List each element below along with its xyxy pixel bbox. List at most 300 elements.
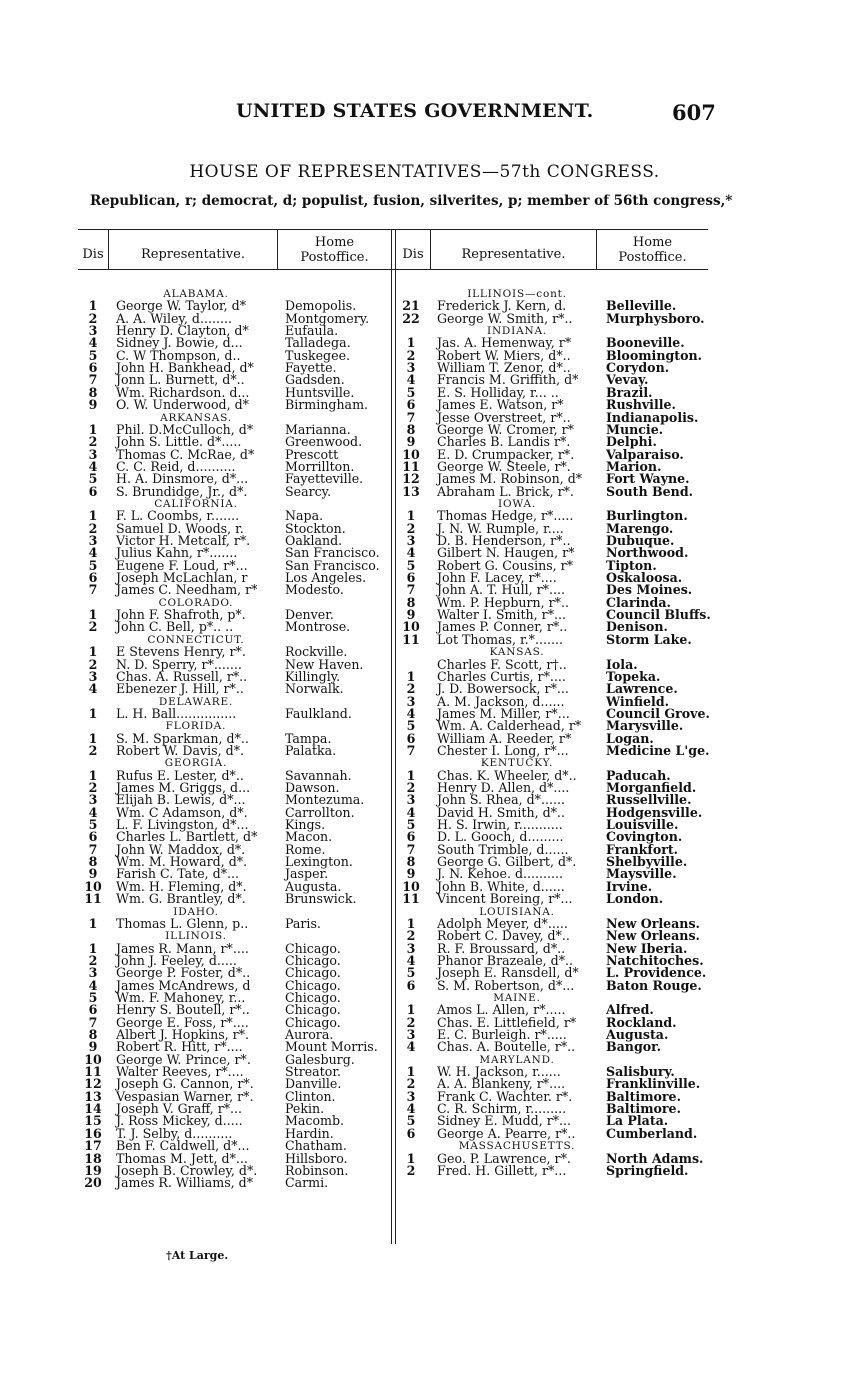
- district-number: 8: [406, 421, 416, 437]
- representative-name: Chas. A. Boutelle, r*..: [437, 1039, 576, 1055]
- home-postoffice: Tampa.: [285, 730, 332, 746]
- state-name: IOWA.: [498, 497, 536, 510]
- district-number: 1: [406, 1150, 416, 1166]
- home-postoffice: New Iberia.: [606, 940, 688, 956]
- home-postoffice: Chicago.: [285, 1014, 341, 1030]
- representative-name: Wm. P. Hepburn, r*..: [437, 594, 569, 610]
- home-postoffice: Chicago.: [285, 1002, 341, 1018]
- representative-name: Wm. G. Brantley, d*.: [116, 891, 246, 907]
- representative-name: Walter Reeves, r*....: [116, 1064, 244, 1080]
- district-number: 2: [406, 347, 416, 363]
- home-postoffice: Baton Rouge.: [606, 977, 702, 993]
- home-postoffice: Baltimore.: [606, 1088, 681, 1104]
- district-number: 5: [88, 557, 98, 573]
- home-postoffice: Fayetteville.: [285, 471, 364, 487]
- district-number: 1: [406, 668, 416, 684]
- representative-name: C. W Thompson, d..: [116, 347, 241, 363]
- district-number: 3: [406, 792, 416, 808]
- home-postoffice: Frankfort.: [606, 841, 679, 857]
- home-postoffice: North Adams.: [606, 1150, 704, 1166]
- representative-name: Adolph Meyer, d*.....: [437, 915, 568, 931]
- home-postoffice: Burlington.: [606, 508, 688, 524]
- state-name: MARYLAND.: [479, 1053, 555, 1066]
- representative-name: Charles L. Bartlett, d*: [116, 829, 258, 845]
- state-name: LOUISIANA.: [479, 905, 555, 918]
- district-number: 6: [88, 483, 98, 499]
- representative-name: Victor H. Metcalf, r*.: [116, 533, 251, 548]
- home-postoffice: Montgomery.: [285, 310, 370, 326]
- state-name: ARKANSAS.: [160, 411, 232, 424]
- district-number: 16: [84, 1125, 102, 1141]
- home-postoffice: Danville.: [285, 1076, 342, 1092]
- representative-name: E. S. Holliday, r... ..: [437, 384, 559, 400]
- representative-name: Robert W. Davis, d*.: [116, 742, 244, 758]
- representative-name: S. M. Sparkman, d*..: [116, 730, 249, 746]
- header-home-line2: Postoffice.: [300, 250, 369, 265]
- district-number: 2: [88, 952, 98, 968]
- representative-name: Gilbert N. Haugen, r*: [437, 545, 575, 561]
- home-postoffice: Streator.: [285, 1064, 341, 1080]
- home-postoffice: San Francisco.: [285, 557, 380, 573]
- representative-name: Robert W. Miers, d*..: [437, 347, 571, 363]
- representative-name: George W. Smith, r*..: [437, 310, 573, 326]
- representative-name: N. D. Sperry, r*.......: [116, 656, 242, 672]
- state-name: DELAWARE.: [158, 695, 234, 708]
- home-postoffice: Demopolis.: [285, 298, 357, 314]
- home-postoffice: Franklinville.: [606, 1076, 701, 1092]
- representative-name: O. W. Underwood, d*: [116, 397, 249, 413]
- home-postoffice: Los Angeles.: [285, 570, 367, 586]
- representative-name: John B. White, d......: [437, 878, 565, 894]
- home-postoffice: Storm Lake.: [606, 631, 692, 647]
- representative-name: H. A. Dinsmore, d*...: [116, 471, 249, 487]
- district-number: 7: [406, 841, 416, 857]
- home-postoffice: Pekin.: [285, 1101, 325, 1117]
- district-number: 3: [88, 446, 98, 462]
- state-name: COLORADO.: [158, 596, 234, 609]
- district-number: 18: [84, 1150, 102, 1166]
- footnote: †At Large.: [166, 1249, 229, 1262]
- district-number: 1: [88, 508, 98, 524]
- district-number: 6: [406, 730, 416, 746]
- district-number: 6: [406, 977, 416, 993]
- representative-name: William A. Reeder, r*: [437, 730, 572, 746]
- header-representative: Representative.: [141, 247, 245, 262]
- district-number: 4: [88, 458, 98, 474]
- home-postoffice: Napa.: [285, 508, 324, 524]
- representative-name: Frederick J. Kern, d.: [437, 298, 567, 314]
- district-number: 8: [88, 854, 98, 870]
- home-postoffice: Medicine L'ge.: [606, 742, 710, 758]
- representative-name: Robert R. Hitt, r*....: [116, 1039, 243, 1055]
- district-number: 6: [88, 360, 98, 376]
- district-number: 11: [84, 1064, 102, 1080]
- district-number: 5: [406, 817, 416, 833]
- representative-name: Wm. Richardson. d...: [116, 384, 250, 400]
- district-number: 4: [406, 1101, 416, 1117]
- home-postoffice: Mount Morris.: [285, 1039, 378, 1055]
- home-postoffice: New Orleans.: [606, 928, 700, 944]
- district-number: 11: [402, 631, 420, 647]
- district-number: 4: [88, 681, 98, 697]
- state-name: MAINE.: [493, 991, 541, 1004]
- representative-name: A. M. Jackson, d......: [437, 693, 565, 709]
- representative-name: John F. Lacey, r*....: [437, 570, 557, 586]
- representative-name: James E. Watson, r*: [437, 397, 564, 413]
- table-row: [0, 1164, 859, 1178]
- district-number: 4: [88, 545, 98, 561]
- district-number: 1: [88, 940, 98, 956]
- home-postoffice: Winfield.: [606, 693, 670, 709]
- home-postoffice: Paris.: [285, 915, 321, 931]
- district-number: 10: [84, 1051, 102, 1067]
- district-number: 3: [88, 323, 98, 339]
- representative-name: Vespasian Warner, r*.: [116, 1088, 254, 1104]
- home-postoffice: Valparaiso.: [606, 446, 684, 462]
- district-number: 3: [406, 693, 416, 709]
- home-postoffice: Tipton.: [606, 557, 657, 573]
- home-postoffice: Faulkland.: [285, 705, 352, 721]
- home-postoffice: Aurora.: [285, 1027, 334, 1042]
- home-postoffice: Huntsville.: [285, 384, 355, 400]
- home-postoffice: Paducah.: [606, 767, 671, 783]
- district-number: 4: [88, 977, 98, 993]
- representative-name: J. Ross Mickey, d.....: [116, 1113, 243, 1129]
- district-number: 4: [406, 372, 416, 388]
- representative-name: D. L. Gooch, d.........: [437, 829, 564, 845]
- home-postoffice: Carmi.: [285, 1175, 329, 1191]
- representative-name: T. J. Selby, d..........: [116, 1125, 233, 1141]
- representative-name: Rufus E. Lester, d*..: [116, 767, 244, 783]
- representative-name: C. R. Schirm, r.........: [437, 1101, 567, 1117]
- district-number: 19: [84, 1162, 102, 1178]
- district-number: 13: [402, 483, 420, 499]
- representative-name: Jesse Overstreet, r*..: [437, 409, 571, 425]
- representative-name: Thomas Hedge, r*.....: [437, 508, 574, 524]
- party-legend: Republican, r; democrat, d; populist, fusion, silverites, p; member of 56th congress,*: [90, 193, 733, 209]
- representative-name: Walter I. Smith, r*...: [437, 607, 567, 623]
- home-postoffice: Booneville.: [606, 335, 685, 351]
- district-number: 4: [406, 545, 416, 561]
- district-number: 5: [88, 471, 98, 487]
- home-postoffice: Salisbury.: [606, 1064, 675, 1080]
- district-number: 8: [88, 1027, 98, 1042]
- home-postoffice: Norwalk.: [285, 681, 344, 697]
- representative-name: John J. Feeley, d.....: [116, 952, 237, 968]
- representative-name: Fred. H. Gillett, r*...: [437, 1162, 567, 1178]
- home-postoffice: Covington.: [606, 829, 683, 845]
- district-number: 6: [406, 570, 416, 586]
- representative-name: Charles Curtis, r*....: [437, 668, 566, 684]
- district-number: 7: [406, 409, 416, 425]
- district-number: 5: [88, 817, 98, 833]
- district-number: 1: [88, 421, 98, 437]
- home-postoffice: Jasper.: [285, 866, 329, 882]
- representative-name: A. A. Blankeny, r*....: [437, 1076, 566, 1092]
- home-postoffice: Rockland.: [606, 1014, 677, 1030]
- district-number: 17: [84, 1138, 102, 1154]
- district-number: 2: [406, 1162, 416, 1178]
- home-postoffice: Chicago.: [285, 977, 341, 993]
- district-number: 3: [88, 533, 98, 548]
- representative-name: James McAndrews, d: [116, 977, 251, 993]
- representative-name: Joseph McLachlan, r: [116, 570, 248, 586]
- header-district: Dis: [402, 247, 424, 262]
- representative-name: George P. Foster, d*..: [116, 965, 251, 981]
- home-postoffice: Chicago.: [285, 989, 341, 1005]
- district-number: 3: [88, 965, 98, 981]
- representative-name: Chas. K. Wheeler, d*..: [437, 767, 577, 783]
- representative-name: Wm. F. Mahoney, r...: [116, 989, 246, 1005]
- representative-name: Sidney E. Mudd, r*...: [437, 1113, 572, 1129]
- representative-name: George G. Gilbert, d*.: [437, 854, 577, 870]
- district-number: 11: [402, 891, 420, 907]
- home-postoffice: Alfred.: [606, 1002, 654, 1018]
- home-postoffice: Topeka.: [606, 668, 661, 684]
- district-number: 1: [88, 644, 98, 660]
- district-number: 7: [88, 372, 98, 388]
- district-number: 11: [402, 458, 420, 474]
- state-name: CALIFORNIA.: [154, 497, 238, 510]
- home-postoffice: Baltimore.: [606, 1101, 681, 1117]
- representative-name: James R. Williams, d*: [116, 1175, 254, 1191]
- representative-name: James M. Griggs, d...: [116, 780, 251, 795]
- home-postoffice: Tuskegee.: [285, 347, 351, 363]
- district-number: 2: [406, 1076, 416, 1092]
- representative-name: Henry S. Boutell, r*..: [116, 1002, 250, 1018]
- representative-name: W. H. Jackson, r......: [437, 1064, 561, 1080]
- district-number: 9: [88, 1039, 98, 1055]
- district-number: 6: [406, 397, 416, 413]
- district-number: 8: [406, 594, 416, 610]
- home-postoffice: Fayette.: [285, 360, 337, 376]
- district-number: 5: [406, 384, 416, 400]
- home-postoffice: Oakland.: [285, 533, 343, 548]
- representative-name: Wm. A. Calderhead, r*: [437, 718, 582, 734]
- home-postoffice: La Plata.: [606, 1113, 669, 1129]
- header-home-line1: Home: [314, 235, 355, 250]
- district-number: 2: [406, 780, 416, 795]
- home-postoffice: Carrollton.: [285, 804, 355, 820]
- state-name: FLORIDA.: [165, 720, 227, 733]
- home-postoffice: Iola.: [606, 656, 638, 672]
- representative-name: Phanor Brazeale, d*..: [437, 952, 574, 968]
- home-postoffice: South Bend.: [606, 483, 694, 499]
- representative-name: Thomas L. Glenn, p..: [116, 915, 249, 931]
- district-number: 5: [88, 347, 98, 363]
- home-postoffice: Delphi.: [606, 434, 657, 450]
- home-postoffice: Maysville.: [606, 866, 677, 882]
- representative-name: John S. Little. d*.....: [116, 434, 242, 450]
- header-bottom-rule: [78, 269, 708, 270]
- representative-name: Thomas M. Jett, d*...: [116, 1150, 248, 1166]
- district-number: 2: [88, 780, 98, 795]
- home-postoffice: Bangor.: [606, 1039, 662, 1055]
- representative-name: Wm. H. Fleming, d*.: [116, 878, 247, 894]
- representative-name: Jas. A. Hemenway, r*: [437, 335, 572, 351]
- district-number: 6: [88, 1002, 98, 1018]
- home-postoffice: Marengo.: [606, 520, 674, 536]
- district-number: 10: [402, 446, 420, 462]
- home-postoffice: Russellville.: [606, 792, 692, 808]
- district-number: 3: [406, 940, 416, 956]
- representative-name: Lot Thomas, r.*.......: [437, 631, 563, 647]
- home-postoffice: Chicago.: [285, 952, 341, 968]
- state-name: INDIANA.: [487, 325, 547, 338]
- home-postoffice: Modesto.: [285, 582, 344, 598]
- home-postoffice: Marianna.: [285, 421, 351, 437]
- home-postoffice: New Haven.: [285, 656, 364, 672]
- district-number: 2: [88, 656, 98, 672]
- representative-name: S. M. Robertson, d*...: [437, 977, 575, 993]
- representative-name: J. D. Bowersock, r*...: [437, 681, 569, 697]
- district-number: 1: [406, 1064, 416, 1080]
- representative-name: Ebenezer J. Hill, r*..: [116, 681, 244, 697]
- representative-name: Jonn L. Burnett, d*..: [116, 372, 245, 388]
- home-postoffice: Greenwood.: [285, 434, 363, 450]
- district-number: 6: [406, 829, 416, 845]
- representative-name: Charles B. Landis r*.: [437, 434, 571, 450]
- representative-name: John H. Bankhead, d*: [116, 360, 254, 376]
- home-postoffice: Murphysboro.: [606, 310, 705, 326]
- home-postoffice: Talladega.: [285, 335, 351, 351]
- home-postoffice: Morganfield.: [606, 780, 697, 795]
- state-name: GEORGIA.: [164, 757, 228, 770]
- representative-name: John W. Maddox, d*.: [116, 841, 246, 857]
- district-number: 1: [406, 767, 416, 783]
- district-number: 1: [88, 607, 98, 623]
- state-name: MASSACHUSETTS.: [458, 1140, 576, 1153]
- home-postoffice: Indianapolis.: [606, 409, 699, 425]
- representative-name: George W. Taylor, d*: [116, 298, 247, 314]
- representative-name: J. N. W. Rumple, r....: [437, 520, 564, 536]
- district-number: 5: [406, 1113, 416, 1129]
- district-number: 7: [406, 742, 416, 758]
- representative-name: E. C. Burleigh. r*.....: [437, 1027, 567, 1042]
- home-postoffice: Hardin.: [285, 1125, 334, 1141]
- district-number: 9: [406, 607, 416, 623]
- home-postoffice: Morrillton.: [285, 458, 355, 474]
- representative-name: John A. T. Hull, r*....: [437, 582, 565, 598]
- representative-name: Joseph G. Cannon, r*.: [116, 1076, 254, 1092]
- representative-name: George W. Steele, r*.: [437, 458, 571, 474]
- representative-name: Joseph E. Ransdell, d*: [437, 965, 579, 981]
- district-number: 9: [88, 397, 98, 413]
- district-number: 7: [88, 841, 98, 857]
- district-number: 5: [406, 965, 416, 981]
- home-postoffice: Savannah.: [285, 767, 352, 783]
- home-postoffice: New Orleans.: [606, 915, 700, 931]
- home-postoffice: Hillsboro.: [285, 1150, 348, 1166]
- home-postoffice: Lawrence.: [606, 681, 678, 697]
- representative-name: C. C. Reid, d..........: [116, 458, 236, 474]
- district-number: 6: [406, 1125, 416, 1141]
- district-number: 14: [84, 1101, 102, 1117]
- representative-name: Amos L. Allen, r*.....: [437, 1002, 566, 1018]
- representative-name: Robert G. Cousins, r*: [437, 557, 573, 573]
- district-number: 3: [406, 533, 416, 548]
- district-number: 4: [406, 705, 416, 721]
- representative-name: Chas. A. Russell, r*..: [116, 668, 248, 684]
- representative-name: Ben F. Caldwell, d*...: [116, 1138, 250, 1154]
- representative-name: E Stevens Henry, r*.: [116, 644, 246, 660]
- district-number: 7: [88, 1014, 98, 1030]
- home-postoffice: Stockton.: [285, 520, 346, 536]
- home-postoffice: Rushville.: [606, 397, 676, 413]
- representative-name: Henry D. Clayton, d*: [116, 323, 249, 339]
- home-postoffice: Oskaloosa.: [606, 570, 683, 586]
- home-postoffice: Des Moines.: [606, 582, 693, 598]
- district-number: 2: [88, 619, 98, 635]
- home-postoffice: Galesburg.: [285, 1051, 355, 1067]
- district-number: 3: [406, 1088, 416, 1104]
- home-postoffice: Brazil.: [606, 384, 653, 400]
- state-name: ILLINOIS—cont.: [467, 288, 567, 300]
- state-name: CONNECTICUT.: [147, 633, 245, 646]
- representative-name: F. L. Coombs, r.......: [116, 508, 240, 524]
- district-number: 21: [402, 298, 420, 314]
- home-postoffice: Birmingham.: [285, 397, 369, 413]
- home-postoffice: Logan.: [606, 730, 654, 746]
- home-postoffice: Louisville.: [606, 817, 679, 833]
- representative-name: S. Brundidge, Jr., d*.: [116, 483, 248, 499]
- representative-name: John C. Bell, p*.. ..: [116, 619, 234, 635]
- district-number: 2: [406, 520, 416, 536]
- home-postoffice: L. Providence.: [606, 965, 707, 981]
- representative-name: John F. Shafroth, p*.: [116, 607, 246, 623]
- representative-name: James R. Mann, r*....: [116, 940, 249, 956]
- home-postoffice: Augusta.: [606, 1027, 669, 1042]
- home-postoffice: Vevay.: [606, 372, 649, 388]
- state-name: ILLINOIS.: [165, 930, 227, 943]
- district-number: 1: [88, 298, 98, 314]
- header-representative: Representative.: [461, 247, 566, 262]
- representative-name: Chester I. Long, r*...: [437, 742, 569, 758]
- home-postoffice: Eufaula.: [285, 323, 339, 339]
- district-number: 1: [406, 508, 416, 524]
- representative-name: James P. Conner, r*..: [437, 619, 568, 635]
- section-title: [0, 162, 859, 182]
- representative-name: George W. Cromer, r*: [437, 421, 574, 437]
- representative-name: Eugene F. Loud, r*...: [116, 557, 248, 573]
- representative-name: David H. Smith, d*..: [437, 804, 565, 820]
- home-postoffice: Clarinda.: [606, 594, 671, 610]
- district-number: 7: [406, 582, 416, 598]
- home-postoffice: Fort Wayne.: [606, 471, 690, 487]
- district-number: 4: [88, 804, 98, 820]
- representative-name: Frank C. Wachter. r*.: [437, 1088, 573, 1104]
- representative-name: H. S. Irwin, r...........: [437, 817, 563, 833]
- district-number: 12: [84, 1076, 102, 1092]
- home-postoffice: Chatham.: [285, 1138, 347, 1154]
- table-top-rule: [78, 229, 708, 230]
- district-number: 2: [88, 742, 98, 758]
- home-postoffice: Natchitoches.: [606, 952, 704, 968]
- district-number: 8: [406, 854, 416, 870]
- representative-name: Abraham L. Brick, r*.: [437, 483, 574, 499]
- representative-name: Robert C. Davey, d*..: [437, 928, 570, 944]
- home-postoffice: Palatka.: [285, 742, 337, 758]
- representative-name: James C. Needham, r*: [116, 582, 258, 598]
- representative-name: George A. Pearre, r*..: [437, 1125, 576, 1141]
- representative-name: D. B. Henderson, r*..: [437, 533, 571, 548]
- district-number: 22: [402, 310, 420, 326]
- home-postoffice: Cumberland.: [606, 1125, 698, 1141]
- representative-name: Phil. D.McCulloch, d*: [116, 421, 254, 437]
- representative-name: Charles F. Scott, r†..: [437, 656, 567, 672]
- home-postoffice: Hodgensville.: [606, 804, 703, 820]
- representative-name: E. D. Crumpacker, r*.: [437, 446, 575, 462]
